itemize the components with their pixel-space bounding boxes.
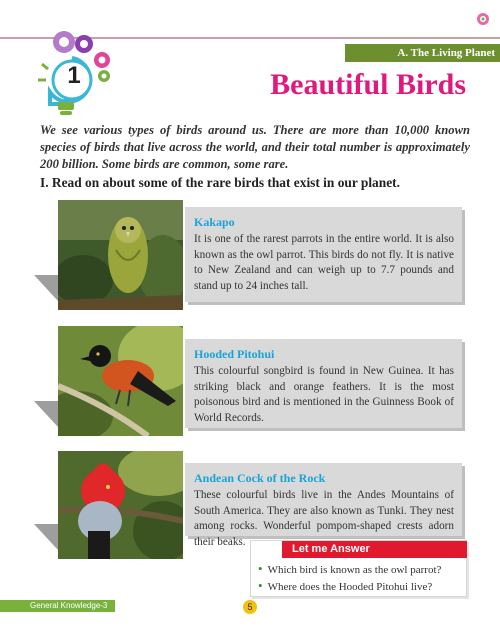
hooded-pitohui-photo [58,326,183,436]
bird-card-hooded-pitohui [185,339,462,428]
chapter-number: 1 [67,62,81,89]
bird-card-kakapo [185,207,462,302]
page-fold-decoration [34,401,58,427]
kakapo-photo [58,200,183,310]
andean-cock-of-the-rock-photo [58,451,183,559]
butterfly-gear-icon [474,10,492,28]
page-number-badge: 5 [243,600,257,614]
instruction-heading: I. Read on about some of the rare birds that exist in our planet. [40,175,400,190]
bird-name: Andean Cock of the Rock [194,471,326,485]
question-item: • Where does the Hooded Pitohui live? [258,578,441,595]
question-item: • Which bird is known as the owl parrot? [258,561,441,578]
page-fold-decoration [34,524,58,550]
page-title: Beautiful Birds [270,68,466,101]
question-list [258,561,441,595]
bird-description: It is one of the rarest parrots in the entire world. It is also known as the owl parrot. This birds do not fly. It is native to New Zealand and can weigh up to 7.7 pounds and stand up to 24 inches tall. [194,233,454,292]
let-me-answer-label: Let me Answer [292,543,370,555]
bird-description: This colourful songbird is found in New Guinea. It has striking black and orange feathers. It is the most poisonous bird and is mentioned in the Guinness Book of World Records. [194,365,454,424]
page-fold-decoration [34,275,58,301]
bird-card-andean-cock-of-the-rock [185,463,462,548]
bird-name: Kakapo [194,215,235,229]
bird-name: Hooded Pitohui [194,347,275,361]
bird-description: These colourful birds live in the Andes Mountains of South America. They are also known as Tunki. They nest among rocks. Wonderful pompom-shaped crests adorn their beaks. [194,489,454,548]
section-label: A. The Living Planet [397,47,495,59]
intro-paragraph: We see various types of birds around us. There are more than 10,000 known species of birds that live across the world, and their total number is approximately 200 billion. Some birds are common, some rare. [40,123,470,171]
footer-book-title: General Knowledge-3 [30,601,108,610]
